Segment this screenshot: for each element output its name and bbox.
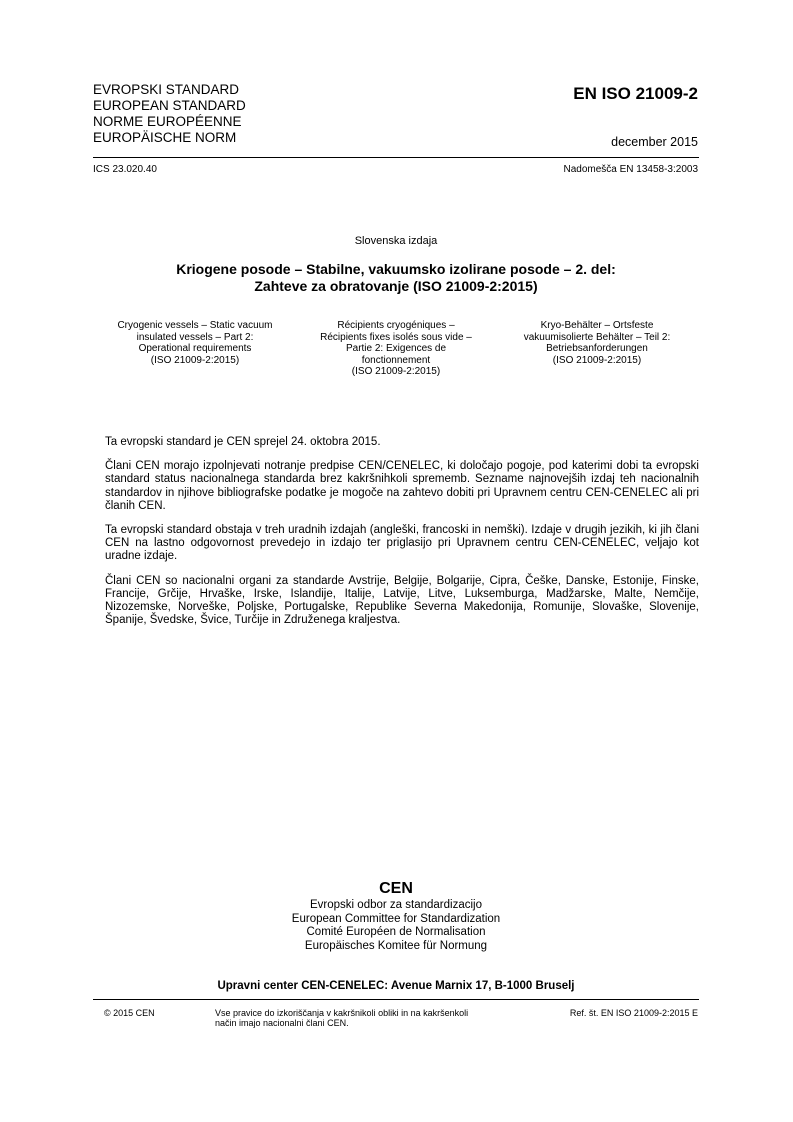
alt-title-line: Kryo-Behälter – Ortsfeste — [540, 320, 654, 331]
alt-title-german — [499, 320, 695, 366]
alt-title-line: vakuumisolierte Behälter – Teil 2: — [523, 331, 671, 343]
footer-divider — [93, 999, 699, 1000]
standard-number: EN ISO 21009-2 — [573, 84, 698, 103]
header-divider — [93, 157, 699, 158]
cen-name-de: Europäisches Komitee für Normung — [304, 939, 488, 952]
body-text — [105, 436, 699, 638]
standard-name-de: EUROPÄISCHE NORM — [93, 130, 237, 145]
alt-title-line: (ISO 21009-2:2015) — [351, 366, 441, 377]
title-line: Zahteve za obratovanje (ISO 21009-2:2015) — [254, 278, 538, 294]
cen-name: CEN — [379, 880, 413, 897]
alt-title-line: Récipients cryogéniques – — [337, 320, 455, 331]
cen-name-sl: Evropski odbor za standardizacijo — [310, 899, 482, 911]
standard-name-sl: EVROPSKI STANDARD — [93, 82, 240, 97]
management-centre-address: Upravni center CEN-CENELEC: Avenue Marnix 17, B-1000 Bruselj — [217, 980, 575, 992]
ics-code: ICS 23.020.40 — [93, 164, 157, 175]
copyright-notice: © 2015 CEN — [104, 1008, 155, 1018]
alt-title-line: Operational requirements — [138, 343, 252, 354]
reference-number: Ref. št. EN ISO 21009-2:2015 E — [569, 1008, 698, 1018]
body-paragraph-members: Člani CEN so nacionalni organi za standarde Avstrije, Belgije, Bolgarije, Cipra, Češke, Danske, Estonije, Finske, Francije, Grčije, Hrvaške, Irske, Islandije, Italije, Latvije, Litve, Luksemburga, Madžarske, Malte, Nemčije, Nizozemske, Norveške, Poljske, Portugalske, Republike Severna Makedonija, Romunije, Slovaške, Slovenije, Španije, Švedske, Švice, Turčije in Združenega kraljestva. — [105, 574, 699, 627]
rights-notice — [215, 1008, 525, 1028]
publication-date: december 2015 — [611, 135, 698, 149]
title-line: Kriogene posode – Stabilne, vakuumsko izolirane posode – 2. del: — [176, 261, 616, 277]
replaces-note: Nadomešča EN 13458-3:2003 — [563, 164, 698, 175]
standard-name-en: EUROPEAN STANDARD — [93, 98, 246, 113]
body-paragraph-regulations: Člani CEN morajo izpolnjevati notranje predpise CEN/CENELEC, ki določajo pogoje, pod katerimi dobi ta evropski standard status nacionalnega standarda brez kakršnihkoli sprememb. Sezname najnovejših izdaj teh nacionalnih standardov in njihove bibliografske podatke je mogoče na zahtevo dobiti pri Upravnem centru CEN-CENELEC ali pri članih CEN. — [105, 460, 699, 512]
alt-title-line: insulated vessels – Part 2: — [136, 331, 254, 343]
alt-title-line: (ISO 21009-2:2015) — [150, 354, 240, 366]
standard-names — [93, 82, 246, 146]
alt-title-line: Cryogenic vessels – Static vacuum — [117, 320, 273, 331]
alt-title-line: (ISO 21009-2:2015) — [552, 354, 642, 366]
alt-title-line: Récipients fixes isolés sous vide – — [320, 331, 472, 343]
document-title — [120, 261, 672, 295]
body-paragraph-adoption: Ta evropski standard je CEN sprejel 24. oktobra 2015. — [105, 436, 381, 448]
alt-title-line: Partie 2: Exigences de — [345, 343, 447, 354]
alt-title-english — [97, 320, 293, 366]
edition-label: Slovenska izdaja — [354, 235, 438, 247]
rights-line: Vse pravice do izkoriščanja v kakršnikoli obliki in na kakršenkoli — [215, 1008, 469, 1018]
cen-block — [93, 879, 699, 953]
body-paragraph-versions: Ta evropski standard obstaja v treh uradnih izdajah (angleški, francoski in nemški). Izdaje v drugih jezikih, ki jih člani CEN na lastno odgovornost prevedejo in izdajo ter priglasijo pri Upravnem centru CEN-CENELEC, veljajo kot uradne izdaje. — [105, 524, 699, 563]
cen-name-fr: Comité Européen de Normalisation — [306, 926, 486, 938]
rights-line: način imajo nacionalni člani CEN. — [215, 1018, 349, 1028]
cen-name-en: European Committee for Standardization — [291, 912, 501, 925]
alt-title-line: Betriebsanforderungen — [546, 343, 648, 354]
standard-name-fr: NORME EUROPÉENNE — [93, 114, 242, 129]
alt-title-french — [298, 320, 494, 378]
alt-title-line: fonctionnement — [361, 354, 431, 366]
